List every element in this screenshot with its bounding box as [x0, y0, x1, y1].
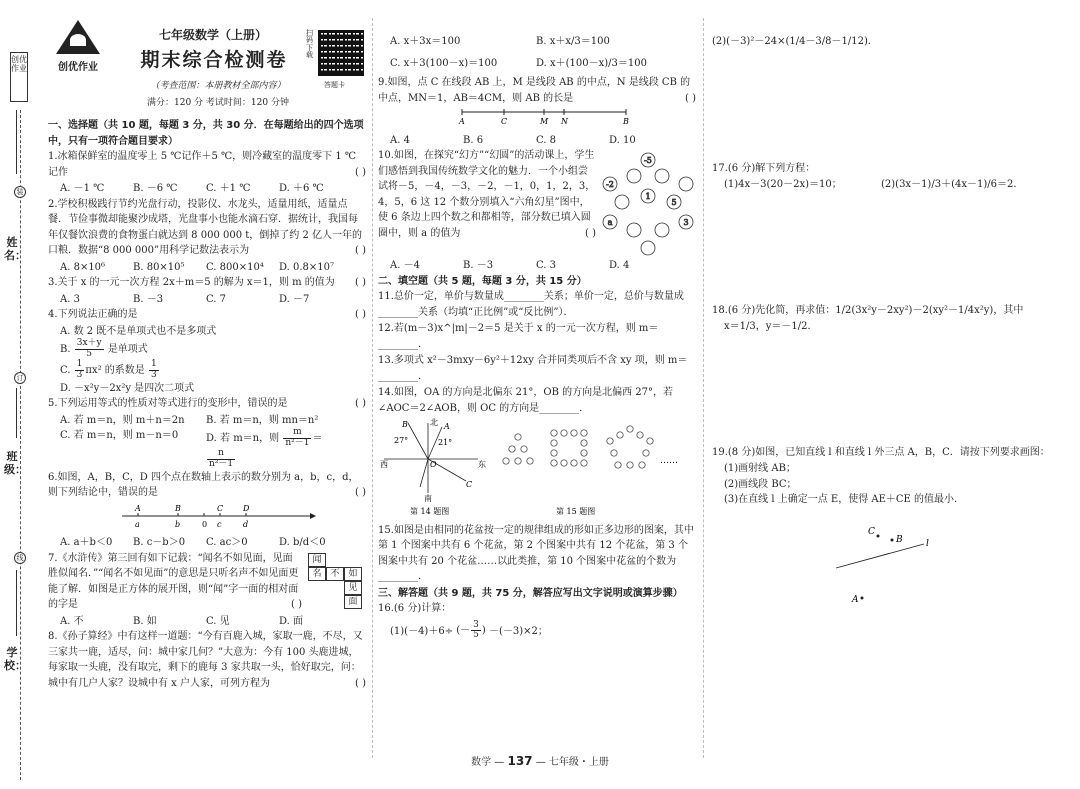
svg-text:第 14 题图: 第 14 题图	[410, 507, 450, 516]
question-10: -5 -2 5 1 a 3 10.如图，在探究“幻方”“幻圆”的活动课上，学生们感悟到我国传统数学文化的魅力．一个小组尝试将－5，－4，－3，－2，－1，0，1，2，3，4，5，6 这 12 个数分别填入“六角幻星”图中，使 6 条边上四个数之和都相等，部分数已填入圆圈中，则 a 的值为 ( )	[378, 148, 696, 241]
answer-space	[712, 193, 1052, 303]
q6-options: A. a＋b＜0 B. c－b＞0 C. ac＞0 D. b/d＜0	[60, 537, 326, 549]
svg-text:C: C	[501, 117, 508, 126]
svg-text:27°: 27°	[394, 436, 409, 445]
svg-text:O: O	[430, 460, 437, 469]
q4-option-a: A. 数 2 既不是单项式也不是多项式	[60, 325, 217, 337]
svg-text:B: B	[175, 503, 181, 513]
qr-code-icon[interactable]	[318, 30, 364, 76]
question-16: 16.(6 分)计算：	[378, 603, 452, 614]
svg-text:a: a	[607, 218, 613, 227]
section-heading: 三、解答题（共 9 题，共 75 分，解答应写出文字说明或演算步骤）	[378, 587, 683, 599]
section-heading: 一、选择题（共 10 题，每题 3 分，共 30 分．在每题给出的四个选项中，只有一项符合题目要求）	[48, 120, 364, 147]
column-2	[378, 34, 696, 789]
brand-name: 创优作业	[58, 62, 98, 73]
q8-options-row2: C. x＋3(100－x)＝100 D. x＋(100－x)/3＝100	[390, 57, 648, 69]
question-8: 8.《孙子算经》中有这样一道题：“今有百鹿入城，家取一鹿，不尽，又三家共一鹿，适尽，问：城中家几何？”大意为：今有 100 头鹿进城，每家取一头鹿，没有取完，剩下的鹿每 3 家共取一头，恰好取完，问：城中有几户人家？设城中有 x 户人家，可列方程为 ( )	[48, 631, 366, 689]
question-13: 13.多项式 x²－3mxy－6y²＋12xy 合并同类项后不含 xy 项，则 m＝________．	[378, 355, 688, 382]
svg-text:南: 南	[424, 494, 432, 503]
cube-net-figure: 闻 名 不 如 见 面	[308, 553, 362, 609]
school-underline	[16, 570, 17, 636]
svg-text:北: 北	[430, 418, 438, 427]
answer-space	[712, 51, 1052, 161]
q5-options-row2: C. 若 m＝n，则 m－n＝0 D. 若 m＝n，则 $\frac{m}{\text{n²－1}}$ ＝ $\frac{n}{\text{n²－1}}$	[60, 427, 323, 469]
svg-text:0: 0	[202, 519, 208, 529]
question-17: 17.(6 分)解下列方程：	[712, 162, 816, 174]
page-footer: 数学 — 137 — 七年级・上册	[471, 754, 609, 768]
question-14: 14.如图，OA 的方向是北偏东 21°，OB 的方向是北偏西 27°，若∠AOC＝2∠AOB，则 OC 的方向是________．	[378, 387, 674, 414]
svg-text:A: A	[444, 422, 450, 431]
figures-14-15	[378, 417, 696, 517]
svg-text:……: ……	[660, 456, 678, 466]
svg-text:C: C	[217, 503, 224, 513]
svg-text:C: C	[868, 526, 875, 537]
q10-options: A. －4 B. －3 C. 3 D. 4	[390, 260, 630, 271]
svg-text:A: A	[459, 117, 465, 126]
question-12: 12.若(m－3)x^|m|－2＝5 是关于 x 的一元一次方程，则 m＝________．	[378, 323, 659, 350]
binding-dot-middle: 订	[14, 372, 26, 384]
question-7: 闻 名 不 如 见 面 7.《水浒传》第三回有如下记载：“闻名不如见面，见面胜似闻名．”“闻名不如见面”的意思是只听名声不如见面更能了解．如图是正方体的展开图，则“闻”字一面的相对面的字是 ( )	[48, 551, 366, 613]
number-line-figure	[118, 502, 318, 530]
svg-text:l: l	[926, 538, 929, 549]
question-3: 3.关于 x 的一元一次方程 2x＋m＝5 的解为 x＝1，则 m 的值为 ( )	[48, 277, 366, 288]
name-underline	[16, 110, 17, 174]
svg-text:c: c	[217, 519, 222, 529]
svg-text:东: 东	[478, 460, 486, 469]
name-label: 姓名：	[4, 236, 26, 263]
svg-text:C: C	[466, 480, 473, 489]
svg-text:1: 1	[645, 192, 651, 201]
q4-option-b: B. $\frac{3x+y}{5}$ 是单项式	[60, 338, 148, 359]
svg-text:-2: -2	[606, 180, 614, 189]
column-divider	[703, 18, 704, 758]
q4-option-d: D. －x²y－2x²y 是四次二项式	[60, 382, 195, 394]
question-5: 5.下列运用等式的性质对等式进行的变形中，错误的是 ( )	[48, 398, 366, 410]
question-11: 11.总价一定，单价与数量成________关系；单价一定，总价与数量成________关系（均填“正比例”或“反比例”）．	[378, 291, 684, 318]
question-18: 18.(6 分)先化简，再求值：1/2(3x²y－2xy²)－2(xy²－1/4x²y)，其中	[712, 304, 1024, 316]
svg-text:3: 3	[683, 218, 689, 227]
school-label: 学校：	[4, 646, 26, 673]
question-15: 15.如图是由相同的花盆按一定的规律组成的形如正多边形的图案，其中第 1 个图案中共有 6 个花盆，第 2 个图案中共有 12 个花盆，第 3 个图案中共有 20 个花盆……以此类推，第 10 个图案中花盆的个数为________．	[378, 524, 694, 582]
svg-text:B: B	[623, 117, 629, 126]
magic-star-figure	[600, 150, 696, 258]
svg-text:B: B	[402, 420, 408, 429]
question-17-parts: (1)4x－3(20－2x)＝10； (2)(3x－1)/3＋(4x－1)/6＝2．	[724, 179, 1024, 190]
question-1: 1.冰箱保鲜室的温度零上 5 ℃记作＋5 ℃，则冷藏室的温度零下 1 ℃记作 ( )	[48, 151, 366, 178]
question-16-part-1: (1)(－4)＋6÷ (－ $\frac{3}{5}$ ) －(－3)×2；	[390, 619, 548, 641]
binding-dot-bottom: 线	[14, 552, 26, 564]
q4-option-c: C. $\frac{1}{3}$ πx² 的系数是 $\frac{1}{3}$	[60, 358, 157, 380]
svg-text:a: a	[135, 519, 140, 529]
question-9: 9.如图，点 C 在线段 AB 上，M 是线段 AB 的中点，N 是线段 CB 的中点，MN＝1，AB＝4CM，则 AB 的长是 ( )	[378, 77, 696, 104]
exam-title: 期末综合检测卷	[140, 49, 288, 71]
exam-meta: 满分：120 分 考试时间：120 分钟	[147, 98, 289, 108]
question-19: 19.(8 分)如图，已知直线 l 和直线 l 外三点 A，B，C．请按下列要求画图：	[712, 446, 1050, 458]
svg-text:d: d	[243, 519, 249, 529]
exam-scope: （考查范围：本册教材全部内容）	[150, 81, 286, 91]
brand-tag: 创优作业	[10, 52, 28, 102]
page-number: 137	[507, 754, 533, 768]
q5-options-row1: A. 若 m＝n，则 m＋n＝2n B. 若 m＝n，则 mn＝n²	[60, 414, 319, 426]
binding-line	[20, 110, 21, 780]
svg-text:A: A	[852, 594, 859, 605]
qr-caption: 答题卡	[324, 81, 345, 89]
qr-side-label: 扫码下载	[306, 29, 313, 60]
answer-space	[712, 335, 1052, 445]
svg-text:N: N	[561, 117, 568, 126]
question-6: 6.如图，A，B，C，D 四个点在数轴上表示的数分别为 a，b，c，d，则下列结论中，错误的是 ( )	[48, 471, 366, 499]
svg-text:21°: 21°	[438, 438, 453, 447]
section-heading: 二、填空题（共 5 题，每题 3 分，共 15 分）	[378, 275, 587, 287]
segment-figure	[454, 107, 654, 127]
question-19-part-1: (1)画射线 AB；	[724, 463, 796, 474]
svg-text:M: M	[540, 117, 549, 126]
question-2: 2.学校积极践行节约光盘行动，投影仪、水龙头，适量用纸，适量点餐．节俭事微却能聚沙成塔，光盘事小也能水滴石穿．据统计，我国每年仅餐饮浪费的食物蛋白就达到 8 000 000 t，倒掉了约 2 亿人一年的口粮．数据“8 000 000”用科学记数法表示为 ( )	[48, 198, 366, 256]
binding-dot-top: 装	[14, 186, 26, 198]
class-underline	[16, 388, 17, 438]
binding-strip	[0, 0, 40, 789]
svg-text:-5: -5	[644, 156, 652, 165]
column-divider	[372, 18, 373, 758]
svg-text:b: b	[175, 519, 181, 529]
q9-options: A. 4 B. 6 C. 8 D. 10	[390, 134, 636, 146]
svg-text:第 15 题图: 第 15 题图	[556, 507, 596, 516]
column-1	[48, 0, 366, 770]
brand-logo	[52, 20, 104, 82]
exam-header	[48, 0, 366, 118]
svg-text:5: 5	[671, 198, 677, 207]
question-18-values: x＝1/3，y＝－1/2．	[724, 321, 818, 332]
svg-text:西: 西	[380, 460, 388, 469]
q3-options: A. 3 B. －3 C. 7 D. －7	[60, 293, 310, 305]
svg-text:A: A	[135, 503, 141, 513]
question-4: 4.下列说法正确的是 ( )	[48, 309, 366, 320]
svg-text:D: D	[243, 503, 250, 513]
question-19-part-2: (2)画线段 BC；	[724, 478, 797, 490]
q8-options-row1: A. x＋3x＝100 B. x＋x/3＝100	[390, 36, 610, 47]
question-19-part-3: (3)在直线 l 上确定一点 E，使得 AE＋CE 的值最小．	[724, 494, 965, 505]
q1-options: A. －1 ℃ B. －6 ℃ C. ＋1 ℃ D. ＋6 ℃	[60, 183, 324, 194]
grade-subtitle: 七年级数学（上册）	[158, 28, 267, 42]
q7-options: A. 不 B. 如 C. 见 D. 面	[60, 615, 304, 627]
q2-options: A. 8×10⁶ B. 80×10⁵ C. 800×10⁴ D. 0.8×10⁷	[60, 261, 335, 273]
logo-icon	[56, 20, 100, 54]
svg-text:B: B	[896, 534, 903, 545]
column-3	[712, 34, 1052, 789]
question-16-part-2: (2)(－3)²－24×(1/4－3/8－1/12)．	[712, 36, 878, 47]
line-points-figure	[712, 514, 1052, 614]
class-label: 班级：	[4, 450, 26, 477]
